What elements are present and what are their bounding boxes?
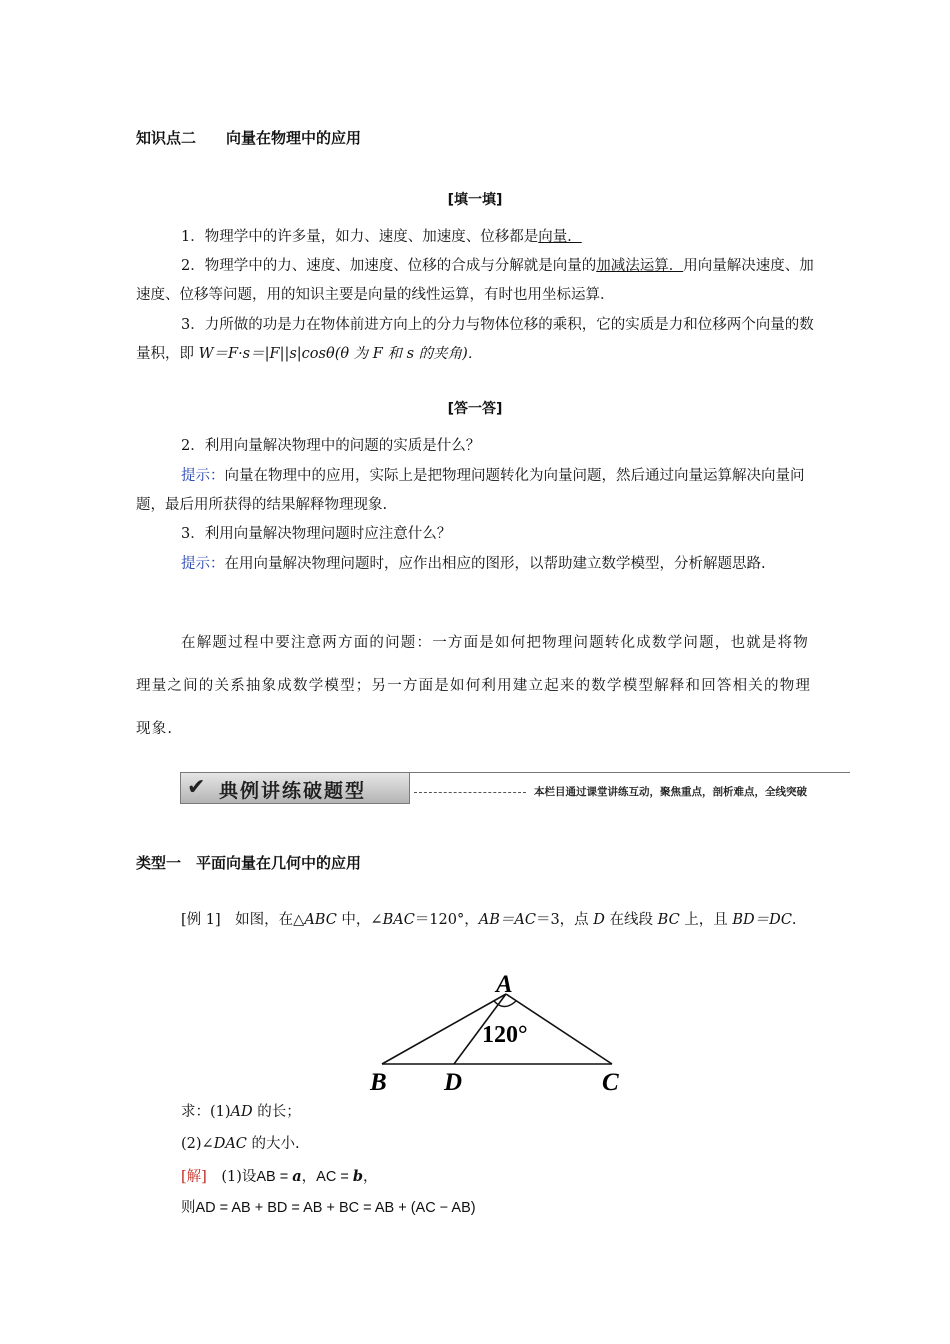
segment-equality: BD＝DC <box>732 912 792 928</box>
eq-2: = <box>336 1169 353 1185</box>
fill-item-2-text: 2．物理学中的力、速度、加速度、位移的合成与分解就是向量的 <box>181 258 597 274</box>
fill-item-2-answer: 加减法运算． <box>596 258 684 274</box>
hint-2 <box>136 462 816 520</box>
type-title: 类型一 平面向量在几何中的应用 <box>136 854 362 872</box>
fill-item-1 <box>136 223 816 252</box>
example-text-f: 上，且 <box>679 912 733 928</box>
vector-ab: AB <box>256 1169 276 1185</box>
hint-2-label: 提示： <box>181 468 225 484</box>
example-label: [例 1] <box>181 912 221 928</box>
angle-label: 120° <box>482 1022 528 1048</box>
ask-2-var: DAC <box>213 1136 247 1152</box>
example-text-a: 如图，在△ <box>235 912 305 928</box>
hint-3-label: 提示： <box>181 556 225 572</box>
ask-2-pre: (2)∠ <box>181 1136 214 1152</box>
ask-2-post: 的大小. <box>246 1136 300 1152</box>
example-text-g: . <box>791 912 797 928</box>
point-d: D <box>593 912 605 928</box>
sep: ， <box>301 1169 317 1185</box>
label-d: D <box>444 1069 463 1096</box>
banner-box <box>180 772 410 804</box>
question-2: 2．利用向量解决物理中的问题的实质是什么？ <box>181 438 481 454</box>
vector-ac: AC <box>316 1169 337 1185</box>
label-c: C <box>602 1069 619 1096</box>
question-3: 3．利用向量解决物理问题时应注意什么？ <box>181 526 452 542</box>
example-text-b: 中，∠ <box>336 912 383 928</box>
ask-1-var: AD <box>230 1104 253 1120</box>
fill-item-3-text: 3．力所做的功是力在物体前进方向上的分力与物体位移的乘积，它的实质是力和位移两个向量的数量积，即 <box>136 317 814 362</box>
banner-note: 本栏目通过课堂讲练互动，聚焦重点，剖析难点，全线突破 <box>534 786 807 798</box>
solution-line-2-pre: 则 <box>181 1200 196 1216</box>
fill-tag: [填一填] <box>447 192 503 208</box>
solution-label: [解] <box>181 1169 207 1185</box>
fill-item-2 <box>136 252 816 310</box>
vector-b: b <box>352 1168 363 1185</box>
ask-1-pre: 求：(1) <box>181 1104 231 1120</box>
hint-3 <box>136 550 816 579</box>
fill-item-1-text: 1．物理学中的许多量，如力、速度、加速度、位移都是 <box>181 229 539 245</box>
note-paragraph: 在解题过程中要注意两方面的问题：一方面是如何把物理问题转化成数学问题，也就是将物理量之间的关系抽象成数学模型；另一方面是如何利用建立起来的数学模型解释和回答相关的物理现象. <box>136 635 812 737</box>
example-text-d: ＝3，点 <box>535 912 594 928</box>
section-title: 知识点二 向量在物理中的应用 <box>136 129 362 147</box>
ask-2 <box>181 1130 861 1159</box>
answer-tag: [答一答] <box>447 401 503 417</box>
label-b: B <box>370 1069 387 1096</box>
vector-a: a <box>292 1168 302 1185</box>
end: ， <box>362 1169 378 1185</box>
example-text-e: 在线段 <box>604 912 658 928</box>
triangle-name: ABC <box>304 912 337 928</box>
example-1 <box>136 905 816 936</box>
side-equality: AB＝AC <box>478 912 536 928</box>
fill-item-1-answer: 向量． <box>538 229 582 245</box>
solution-text: (1)设 <box>206 1169 257 1185</box>
label-a: A <box>496 971 513 998</box>
ask-1-post: 的长； <box>252 1104 301 1120</box>
fill-item-2-rest: 用向量解决速度、加速度、位移等问题，用的知识主要是向量的线性运算，有时也用坐标运算． <box>136 258 814 303</box>
hint-3-text: 在用向量解决物理问题时，应作出相应的图形，以帮助建立数学模型，分析解题思路. <box>224 556 766 572</box>
hint-2-text: 向量在物理中的应用，实际上是把物理问题转化为向量问题，然后通过向量运算解决向量问题，最后用所获得的结果解释物理现象. <box>136 468 805 513</box>
section-banner <box>180 772 850 804</box>
example-text-c: ＝120°， <box>414 912 479 928</box>
work-formula: W＝F·s＝|F||s|cosθ(θ 为 F 和 s 的夹角)． <box>198 346 483 362</box>
eq-1: = <box>275 1169 293 1185</box>
fill-item-3 <box>136 311 816 369</box>
triangle-figure <box>360 964 640 1096</box>
solution-line-2 <box>181 1194 861 1223</box>
angle-name: BAC <box>382 912 415 928</box>
check-icon: ✔ <box>187 775 206 800</box>
banner-top-line <box>408 772 850 773</box>
banner-title: 典例讲练破题型 <box>219 780 367 802</box>
solution-line-1 <box>181 1162 861 1192</box>
ask-1 <box>181 1098 861 1127</box>
solution-expression: AD = AB + BD = AB + BC = AB + (AC − AB) <box>195 1200 476 1216</box>
segment-bc: BC <box>657 912 680 928</box>
banner-dashed-line <box>414 792 526 793</box>
